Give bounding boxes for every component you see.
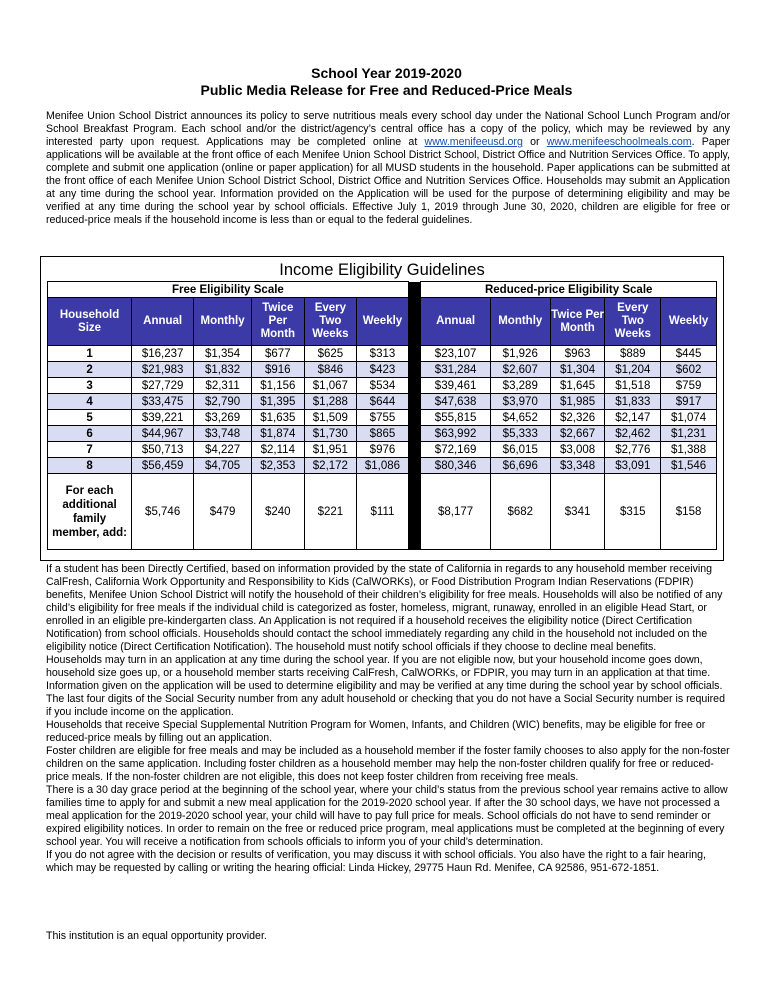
table-cell: $5,333 xyxy=(490,426,550,442)
table-cell: $39,461 xyxy=(421,378,490,394)
table-cell: $755 xyxy=(357,410,409,426)
table-cell: $221 xyxy=(304,474,357,550)
table-cell: $47,638 xyxy=(421,394,490,410)
col-free-twice: Twice Per Month xyxy=(252,298,305,346)
table-cell: $23,107 xyxy=(421,346,490,362)
table-cell: $1,874 xyxy=(252,426,305,442)
additional-member-row xyxy=(48,474,717,550)
table-cell: $4,227 xyxy=(194,442,252,458)
scale-header-row xyxy=(48,282,717,298)
table-cell: $3,970 xyxy=(490,394,550,410)
table-row xyxy=(48,378,717,394)
table-cell: $3,091 xyxy=(605,458,661,474)
household-size-cell: 3 xyxy=(48,378,132,394)
intro-text-1: Menifee Union School District announces its policy to serve nutritious meals every school day under the National School Lunch Program and/or School Breakfast Program. Each school and/or the district/agency’s central office has a copy of the policy, which may be reviewed by any interested party upon request. Applications may be completed online at xyxy=(46,110,730,148)
table-cell: $158 xyxy=(661,474,717,550)
document-title: Public Media Release for Free and Reduced-Price Meals xyxy=(200,82,573,98)
table-cell: $50,713 xyxy=(132,442,194,458)
household-size-cell: 1 xyxy=(48,346,132,362)
col-free-annual: Annual xyxy=(132,298,194,346)
link-menifeeusd[interactable]: www.menifeeusd.org xyxy=(424,136,523,148)
table-cell: $72,169 xyxy=(421,442,490,458)
table-cell: $27,729 xyxy=(132,378,194,394)
table-cell: $33,475 xyxy=(132,394,194,410)
table-cell: $3,348 xyxy=(550,458,605,474)
col-free-every: Every Two Weeks xyxy=(304,298,357,346)
table-cell: $1,985 xyxy=(550,394,605,410)
table-cell: $3,289 xyxy=(490,378,550,394)
table-cell: $2,172 xyxy=(304,458,357,474)
table-row xyxy=(48,442,717,458)
table-cell: $21,983 xyxy=(132,362,194,378)
table-cell: $341 xyxy=(550,474,605,550)
table-cell: $55,815 xyxy=(421,410,490,426)
col-reduced-weekly: Weekly xyxy=(661,298,717,346)
table-row xyxy=(48,394,717,410)
table-cell: $1,074 xyxy=(661,410,717,426)
table-row xyxy=(48,426,717,442)
table-cell: $5,746 xyxy=(132,474,194,550)
table-cell: $2,147 xyxy=(605,410,661,426)
table-cell: $4,652 xyxy=(490,410,550,426)
additional-member-label: For each additional family member, add: xyxy=(48,474,132,550)
table-cell: $534 xyxy=(357,378,409,394)
table-cell: $2,114 xyxy=(252,442,305,458)
income-eligibility-table-box xyxy=(40,256,724,561)
table-cell: $1,204 xyxy=(605,362,661,378)
table-cell: $682 xyxy=(490,474,550,550)
table-cell: $39,221 xyxy=(132,410,194,426)
col-reduced-every: Every Two Weeks xyxy=(605,298,661,346)
table-cell: $31,284 xyxy=(421,362,490,378)
table-cell: $1,304 xyxy=(550,362,605,378)
table-cell: $56,459 xyxy=(132,458,194,474)
household-size-cell: 4 xyxy=(48,394,132,410)
table-cell: $2,326 xyxy=(550,410,605,426)
table-cell: $916 xyxy=(252,362,305,378)
document-title-year: School Year 2019-2020 xyxy=(311,65,462,81)
table-cell: $1,067 xyxy=(304,378,357,394)
col-reduced-monthly: Monthly xyxy=(490,298,550,346)
free-scale-header: Free Eligibility Scale xyxy=(48,282,409,298)
income-eligibility-table xyxy=(47,281,717,550)
table-cell: $479 xyxy=(194,474,252,550)
table-cell: $80,346 xyxy=(421,458,490,474)
table-cell: $3,008 xyxy=(550,442,605,458)
table-cell: $846 xyxy=(304,362,357,378)
table-cell: $1,086 xyxy=(357,458,409,474)
table-cell: $1,288 xyxy=(304,394,357,410)
table-cell: $1,635 xyxy=(252,410,305,426)
table-cell: $625 xyxy=(304,346,357,362)
table-cell: $2,667 xyxy=(550,426,605,442)
table-cell: $976 xyxy=(357,442,409,458)
table-cell: $602 xyxy=(661,362,717,378)
table-cell: $3,269 xyxy=(194,410,252,426)
household-size-cell: 8 xyxy=(48,458,132,474)
table-cell: $2,353 xyxy=(252,458,305,474)
table-cell: $2,776 xyxy=(605,442,661,458)
table-cell: $44,967 xyxy=(132,426,194,442)
table-cell: $1,354 xyxy=(194,346,252,362)
table-cell: $6,015 xyxy=(490,442,550,458)
table-row xyxy=(48,362,717,378)
table-cell: $1,951 xyxy=(304,442,357,458)
household-size-cell: 2 xyxy=(48,362,132,378)
table-row xyxy=(48,458,717,474)
table-cell: $1,518 xyxy=(605,378,661,394)
table-cell: $445 xyxy=(661,346,717,362)
table-cell: $2,607 xyxy=(490,362,550,378)
table-cell: $677 xyxy=(252,346,305,362)
intro-text-2: . Paper applications will be available at the front office of each Menifee Union School District School, District Office and Nutrition Services Office. To apply, complete and submit one application (online or paper application) for all MUSD students in the household. Paper applications can be submitted at the front office of each Menifee Union School District School, District Office and Nutrition Services Office. Households may submit an Application at any time during the school year. Information provided on the Application will be used for the purpose of determining eligibility and may be verified at any time during the school year by school officials. Effective July 1, 2019 through June 30, 2020, children are eligible for free or reduced-price meals if the household income is less than or equal to the federal guidelines. xyxy=(46,136,730,226)
table-cell: $6,696 xyxy=(490,458,550,474)
intro-paragraph xyxy=(46,110,730,227)
table-cell: $1,388 xyxy=(661,442,717,458)
table-cell: $1,231 xyxy=(661,426,717,442)
table-cell: $644 xyxy=(357,394,409,410)
table-cell: $917 xyxy=(661,394,717,410)
table-cell: $1,832 xyxy=(194,362,252,378)
table-cell: $423 xyxy=(357,362,409,378)
column-header-row xyxy=(48,298,717,346)
table-cell: $759 xyxy=(661,378,717,394)
reduced-scale-header: Reduced-price Eligibility Scale xyxy=(421,282,717,298)
col-reduced-twice: Twice Per Month xyxy=(550,298,605,346)
table-cell: $63,992 xyxy=(421,426,490,442)
table-cell: $240 xyxy=(252,474,305,550)
table-cell: $1,546 xyxy=(661,458,717,474)
table-cell: $3,748 xyxy=(194,426,252,442)
table-cell: $889 xyxy=(605,346,661,362)
col-household-size: Household Size xyxy=(48,298,132,346)
table-row xyxy=(48,346,717,362)
table-cell: $1,926 xyxy=(490,346,550,362)
table-cell: $1,833 xyxy=(605,394,661,410)
table-cell: $111 xyxy=(357,474,409,550)
table-cell: $1,156 xyxy=(252,378,305,394)
table-cell: $865 xyxy=(357,426,409,442)
body-text: If a student has been Directly Certified, based on information provided by the state of California in regards to any household member receiving CalFresh, California Work Opportunity and Responsibility to Kids (CalWORKs), or Food Distribution Program Indian Reservations (FDPIR) benefits, Menifee Union School District will notify the household of their children’s eligibility for free meals. Households will also be notified of any child’s eligibility for free meals if the individual child is categorized as foster, homeless, migrant, runaway, enrolled in an eligible Head Start, or enrolled in an eligible pre-kindergarten class. An Application is not required if a household receives the eligibility notice (Direct Certification Notification) from school officials. Households should contact the school immediately regarding any child in the household not included on the eligibility notice (Direct Certification Notification). The household must notify school officials if they choose to decline meal benefits. Households may turn in an application at any time during the school year. If you are not eligible now, but your household income goes down, household size goes up, or a household member starts receiving CalFresh, CalWORKs, or FDPIR, you may turn in an application at that time. Information given on the application will be used to determine eligibility and may be verified at any time during the school year by school officials. The last four digits of the Social Security number from any adult household or checking that you do not have a Social Security number is required if you include income on the application. Households that receive Special Supplemental Nutrition Program for Women, Infants, and Children (WIC) benefits, may be eligible for free or reduced-price meals by filling out an application. Foster children are eligible for free meals and may be included as a household member if the foster family chooses to also apply for the non-foster children on the same application. Including foster children as a household member may help the non-foster children qualify for free or reduced-price meals. If the non-foster children are not eligible, this does not keep foster children from receiving free meals. There is a 30 day grace period at the beginning of the school year, where your child’s status from the previous school year remains active to allow families time to apply for and submit a new meal application for the 2019-2020 school year. If after the 30 school days, we have not processed a meal application for the 2019-2020 school year, your child will have to pay full price for meals. School officials do not have to send reminder or expired eligibility notices. In order to remain on the free or reduced price program, meal applications must be completed at the beginning of every school year. You will receive a notification from schools officials to inform you of your child’s determination. If you do not agree with the decision or results of verification, you may discuss it with school officials. You also have the right to a fair hearing, which may be requested by calling or writing the hearing official: Linda Hickey, 29775 Haun Rd. Menifee, CA 92586, 951-672-1851. xyxy=(46,563,730,874)
household-size-cell: 5 xyxy=(48,410,132,426)
table-cell: $963 xyxy=(550,346,605,362)
table-cell: $1,645 xyxy=(550,378,605,394)
household-size-cell: 7 xyxy=(48,442,132,458)
table-cell: $2,790 xyxy=(194,394,252,410)
col-free-monthly: Monthly xyxy=(194,298,252,346)
intro-or: or xyxy=(522,136,547,148)
col-reduced-annual: Annual xyxy=(421,298,490,346)
table-row xyxy=(48,410,717,426)
equal-opportunity-statement: This institution is an equal opportunity provider. xyxy=(46,930,267,942)
table-cell: $16,237 xyxy=(132,346,194,362)
table-cell: $313 xyxy=(357,346,409,362)
table-cell: $1,395 xyxy=(252,394,305,410)
table-divider xyxy=(408,282,421,550)
table-cell: $8,177 xyxy=(421,474,490,550)
table-cell: $2,462 xyxy=(605,426,661,442)
table-cell: $1,730 xyxy=(304,426,357,442)
table-cell: $2,311 xyxy=(194,378,252,394)
table-title: Income Eligibility Guidelines xyxy=(279,261,485,279)
link-menifeeschoolmeals[interactable]: www.menifeeschoolmeals.com xyxy=(546,136,692,148)
col-free-weekly: Weekly xyxy=(357,298,409,346)
household-size-cell: 6 xyxy=(48,426,132,442)
table-cell: $1,509 xyxy=(304,410,357,426)
table-cell: $315 xyxy=(605,474,661,550)
table-cell: $4,705 xyxy=(194,458,252,474)
